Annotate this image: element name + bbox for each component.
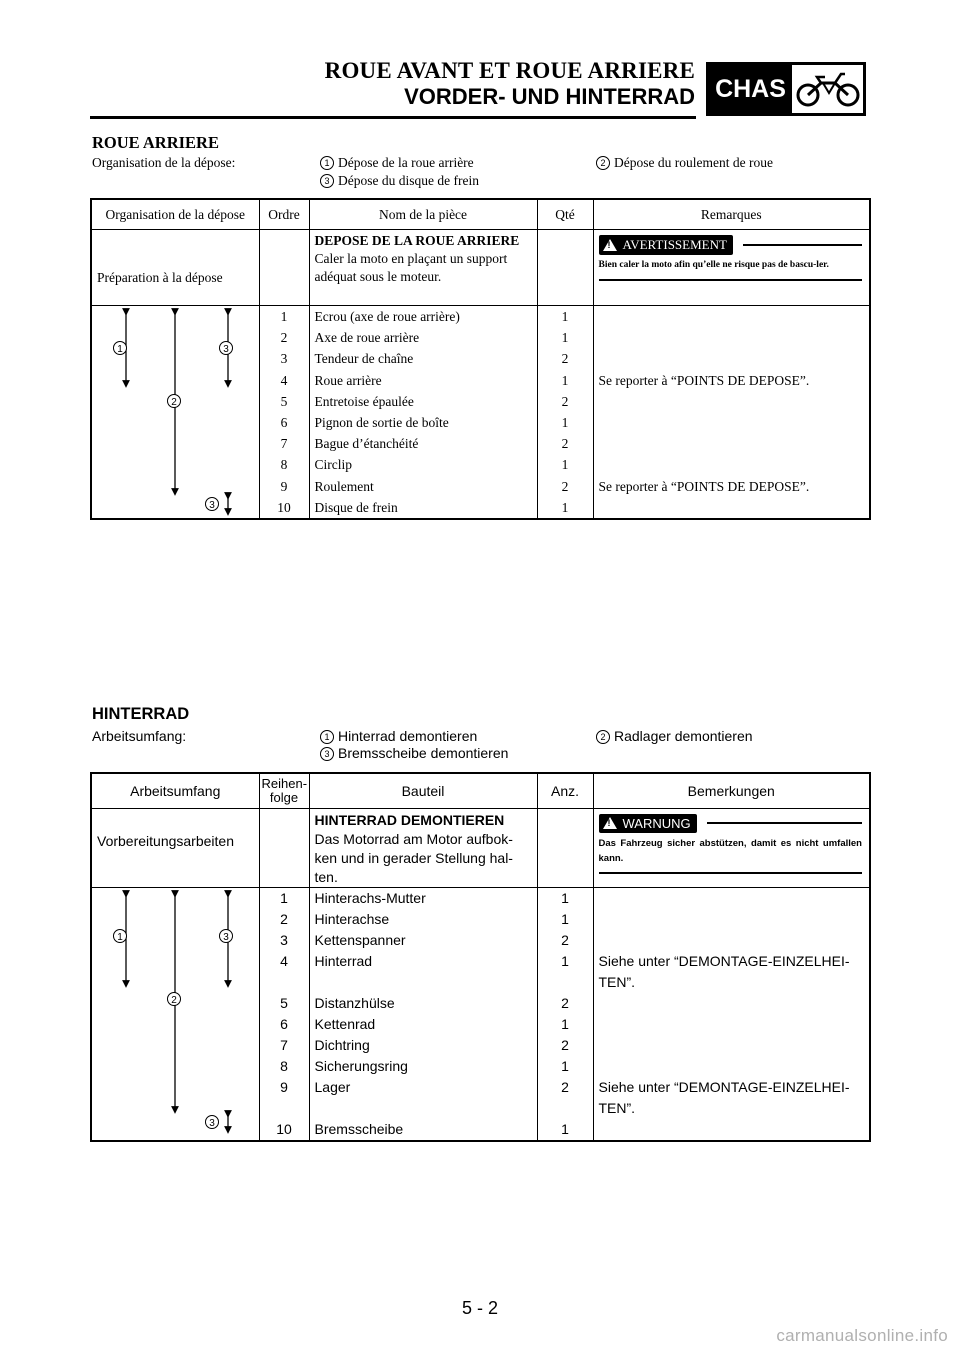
marker-2: 2: [171, 397, 177, 408]
row-qty: 1: [537, 412, 593, 433]
org-step-fr-2: 2 Dépose du roulement de roue: [596, 155, 773, 171]
row-part: Disque de frein: [309, 497, 537, 519]
row-order: 9: [259, 476, 309, 497]
row-remark: [593, 412, 870, 433]
row-order: 10: [259, 1119, 309, 1141]
row-remark: [593, 887, 870, 909]
row-remark: [593, 1014, 870, 1035]
row-part: Tendeur de chaîne: [309, 348, 537, 369]
row-qty: 2: [537, 391, 593, 412]
row-order: 3: [259, 348, 309, 369]
org-label-de: Arbeitsumfang:: [92, 728, 187, 744]
row-remark: [593, 327, 870, 348]
row-qty: 1: [537, 1056, 593, 1077]
row-remark: Se reporter à “POINTS DE DEPOSE”.: [593, 370, 870, 391]
section-title-de: HINTERRAD: [92, 705, 190, 723]
org-step-de-1: 1 Hinterrad demontieren: [320, 728, 477, 744]
prep-title: HINTERRAD DEMONTIEREN: [314, 811, 505, 828]
row-order: 8: [259, 454, 309, 475]
procedure-table-de: [90, 772, 871, 1142]
row-qty: 1: [537, 1119, 593, 1141]
procedure-table-fr: [90, 198, 871, 520]
row-part: Kettenspanner: [309, 930, 537, 951]
row-order: 5: [259, 993, 309, 1014]
row-order: 3: [259, 930, 309, 951]
row-part: Bague d’étanchéité: [309, 433, 537, 454]
row-part: Entretoise épaulée: [309, 391, 537, 412]
col-header: Qté: [537, 199, 593, 230]
row-remark: Siehe unter “DEMONTAGE-EINZELHEI-TEN”.: [593, 951, 870, 993]
row-remark: [593, 930, 870, 951]
row-order: 1: [259, 306, 309, 328]
row-qty: 2: [537, 930, 593, 951]
row-remark: [593, 306, 870, 328]
marker-3b: 3: [209, 500, 215, 511]
row-remark: [593, 433, 870, 454]
row-part: Dichtring: [309, 1035, 537, 1056]
row-part: Hinterachs-Mutter: [309, 887, 537, 909]
marker-3b: 3: [209, 1117, 215, 1129]
warning-icon: [603, 239, 617, 251]
page-title-fr: ROUE AVANT ET ROUE ARRIERE: [324, 58, 695, 83]
row-qty: 1: [537, 909, 593, 930]
row-qty: 1: [537, 887, 593, 909]
row-qty: 2: [537, 433, 593, 454]
row-part: Hinterrad: [309, 951, 537, 993]
row-qty: 1: [537, 454, 593, 475]
row-qty: 2: [537, 993, 593, 1014]
marker-3: 3: [223, 931, 229, 943]
warning-text: Bien caler la moto afin qu’elle ne risque pas de bascu-ler.: [599, 258, 863, 281]
row-order: 9: [259, 1077, 309, 1119]
prep-text: Das Motorrad am Motor aufbok-ken und in gerader Stellung hal-ten.: [314, 830, 513, 885]
warning-text: Das Fahrzeug sicher abstützen, damit es nicht umfallen kann.: [599, 836, 863, 874]
chapter-badge-text: CHAS: [709, 65, 792, 113]
row-order: 10: [259, 497, 309, 519]
org-step-fr-3: 3 Dépose du disque de frein: [320, 173, 479, 189]
row-remark: [593, 391, 870, 412]
col-header: Organisation de la dépose: [91, 199, 259, 230]
row-remark: [593, 993, 870, 1014]
chapter-badge: [706, 62, 866, 116]
prep-label: Vorbereitungsarbeiten: [91, 808, 259, 887]
org-step-fr-1: 1 Dépose de la roue arrière: [320, 155, 474, 171]
row-part: Kettenrad: [309, 1014, 537, 1035]
row-part: Roue arrière: [309, 370, 537, 391]
row-remark: [593, 1035, 870, 1056]
row-order: 8: [259, 1056, 309, 1077]
prep-label: Préparation à la dépose: [91, 230, 259, 306]
row-qty: 2: [537, 1077, 593, 1119]
row-order: 4: [259, 370, 309, 391]
col-header: Bauteil: [309, 773, 537, 808]
header-rule: [90, 116, 696, 119]
row-qty: 1: [537, 370, 593, 391]
prep-text: Caler la moto en plaçant un support adéquat sous le moteur.: [314, 251, 508, 284]
col-header: Bemerkungen: [593, 773, 870, 808]
row-part: Distanzhülse: [309, 993, 537, 1014]
marker-2: 2: [171, 994, 177, 1006]
col-header: Anz.: [537, 773, 593, 808]
col-header: Ordre: [259, 199, 309, 230]
row-remark: [593, 454, 870, 475]
col-header: Reihen-folge: [259, 773, 309, 808]
row-qty: 1: [537, 327, 593, 348]
page-number: 5 - 2: [461, 1298, 499, 1318]
row-part: Lager: [309, 1077, 537, 1119]
row-order: 7: [259, 1035, 309, 1056]
org-step-de-2: 2 Radlager demontieren: [596, 728, 753, 744]
row-part: Pignon de sortie de boîte: [309, 412, 537, 433]
row-part: Circlip: [309, 454, 537, 475]
warning-label: WARNUNG: [622, 815, 691, 831]
row-remark: Siehe unter “DEMONTAGE-EINZELHEI-TEN”.: [593, 1077, 870, 1119]
row-order: 2: [259, 327, 309, 348]
col-header: Arbeitsumfang: [91, 773, 259, 808]
warning-icon: [603, 817, 617, 829]
row-order: 2: [259, 909, 309, 930]
row-qty: 2: [537, 1035, 593, 1056]
warning-label: AVERTISSEMENT: [622, 237, 727, 252]
section-title-fr: ROUE ARRIERE: [92, 133, 219, 152]
row-order: 7: [259, 433, 309, 454]
row-part: Bremsscheibe: [309, 1119, 537, 1141]
step-arrows: [92, 306, 260, 518]
row-part: Roulement: [309, 476, 537, 497]
row-qty: 1: [537, 497, 593, 519]
row-qty: 2: [537, 476, 593, 497]
row-remark: [593, 497, 870, 519]
page-title-de: VORDER- UND HINTERRAD: [404, 84, 695, 109]
warning-box: [599, 230, 865, 281]
watermark: carmanualsonline.info: [776, 1326, 948, 1345]
row-remark: [593, 1056, 870, 1077]
row-part: Axe de roue arrière: [309, 327, 537, 348]
row-part: Sicherungsring: [309, 1056, 537, 1077]
row-order: 5: [259, 391, 309, 412]
row-qty: 2: [537, 348, 593, 369]
org-step-de-3: 3 Bremsscheibe demontieren: [320, 745, 508, 761]
warning-box: [599, 809, 865, 874]
row-order: 6: [259, 1014, 309, 1035]
row-remark: Se reporter à “POINTS DE DEPOSE”.: [593, 476, 870, 497]
motorcycle-icon: [792, 65, 863, 113]
row-remark: [593, 348, 870, 369]
col-header: Remarques: [593, 199, 870, 230]
row-order: 1: [259, 887, 309, 909]
col-header: Nom de la pièce: [309, 199, 537, 230]
row-qty: 1: [537, 951, 593, 993]
prep-title: DEPOSE DE LA ROUE ARRIERE: [314, 233, 520, 248]
row-order: 6: [259, 412, 309, 433]
marker-1: 1: [117, 931, 123, 943]
row-qty: 1: [537, 1014, 593, 1035]
org-label-fr: Organisation de la dépose:: [92, 155, 236, 170]
step-arrows: [92, 888, 260, 1138]
marker-3: 3: [223, 344, 229, 355]
row-qty: 1: [537, 306, 593, 328]
row-remark: [593, 1119, 870, 1141]
marker-1: 1: [117, 344, 123, 355]
row-part: Ecrou (axe de roue arrière): [309, 306, 537, 328]
row-part: Hinterachse: [309, 909, 537, 930]
row-remark: [593, 909, 870, 930]
row-order: 4: [259, 951, 309, 993]
